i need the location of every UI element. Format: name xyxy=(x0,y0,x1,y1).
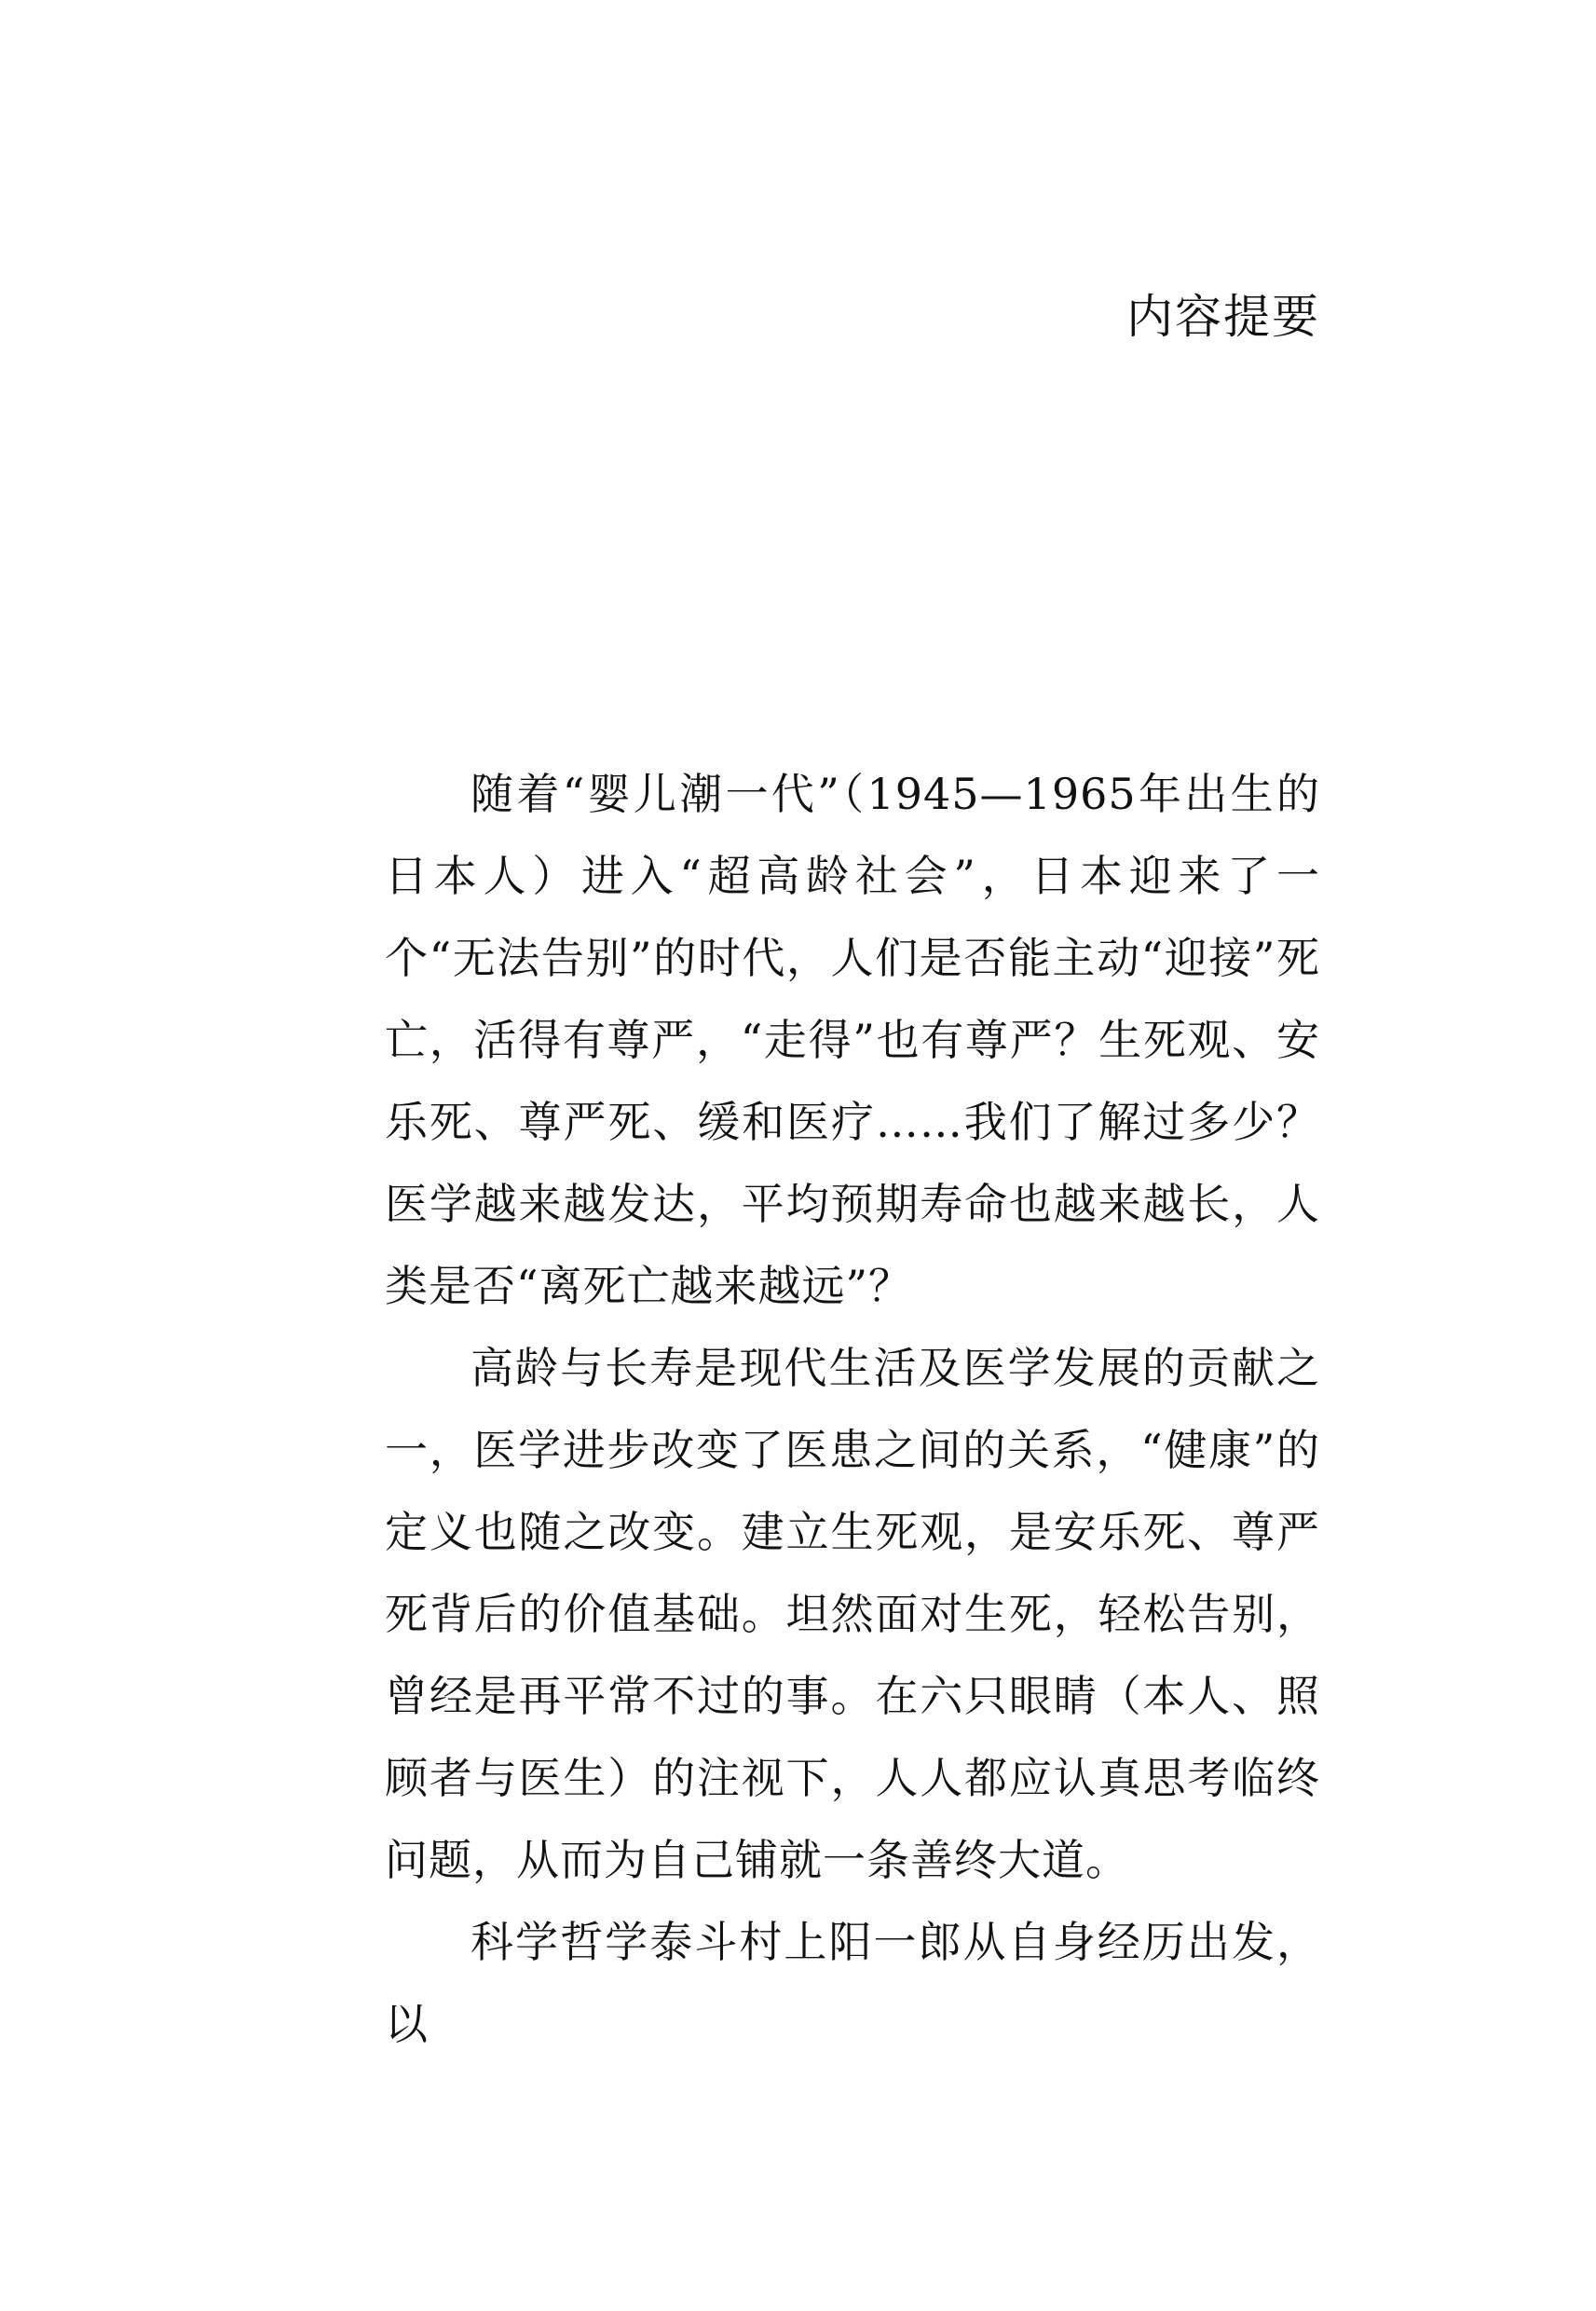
paragraph-2: 高龄与长寿是现代生活及医学发展的贡献之一，医学进步改变了医患之间的关系，“健康”的定义也随之改变。建立生死观，是安乐死、尊严死背后的价值基础。坦然面对生死，轻松告别，曾经是再平常不过的事。在六只眼睛（本人、照顾者与医生）的注视下，人人都应认真思考临终问题，从而为自己铺就一条善终大道。 xyxy=(385,1343,1320,1885)
body-text xyxy=(385,753,1320,2065)
paragraph-1: 随着“婴儿潮一代”（1945—1965年出生的日本人）进入“超高龄社会”，日本迎来了一个“无法告别”的时代，人们是否能主动“迎接”死亡，活得有尊严，“走得”也有尊严？生死观、安乐死、尊严死、缓和医疗……我们了解过多少？医学越来越发达，平均预期寿命也越来越长，人类是否“离死亡越来越远”？ xyxy=(385,769,1320,1311)
paragraph-3: 科学哲学泰斗村上阳一郎从自身经历出发，以 xyxy=(385,1917,1320,2049)
section-heading: 内容提要 xyxy=(1126,290,1320,344)
